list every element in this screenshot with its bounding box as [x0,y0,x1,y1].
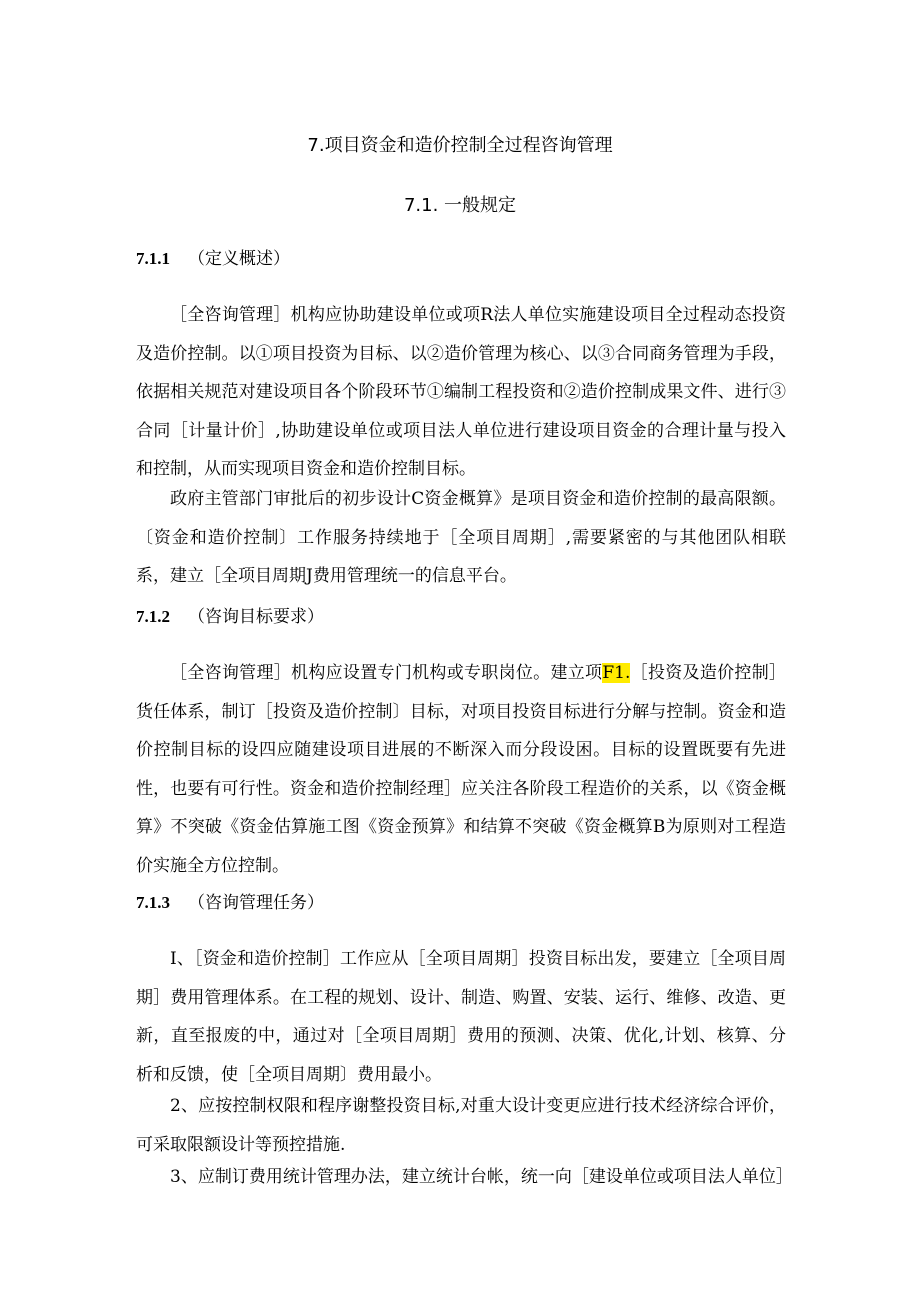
paragraph: 政府主管部门审批后的初步设计C资金概算》是项目资金和造价控制的最高限额。〔资金和造价控制〕工作服务持续地于［全项目周期］,需要紧密的与其他团队相联系，建立［全项目周期J费用管理统一的信息平台。 [136,489,786,586]
subsection-number: 7.1.1 [136,249,170,268]
subsection-number: 7.1.3 [136,893,170,912]
paragraph: 2、应按控制权限和程序谢整投资目标,对重大设计变更应进行技术经济综合评价，可采取限额设计等预控措施. [136,1096,786,1155]
paragraph [136,654,786,885]
subsection-heading [136,244,290,269]
subsection-heading [136,888,324,913]
highlighted-text: F1. [602,663,631,683]
paragraph-text: ［全咨询管理］机构应设置专门机构或专职岗位。建立项 [170,663,603,683]
paragraph: I、［资金和造价控制］工作应从［全项目周期］投资目标出发，要建立［全项目周期］费用管理体系。在工程的规划、设计、制造、购置、安装、运行、维修、改造、更新，直至报废的中，通过对［全项目周期］费用的预测、决策、优化,计划、核算、分析和反馈，使［全项目周期〕费用最小。 [136,949,786,1085]
subsection-label: （咨询目标要求） [188,607,324,627]
subsection-number: 7.1.2 [136,607,170,626]
paragraph: 3、应制订费用统计管理办法，建立统计台帐，统一向［建设单位或项目法人单位］ [170,1167,793,1187]
subsection-label: （咨询管理任务） [188,893,324,913]
subsection-heading [136,602,324,627]
chapter-title: 7.项目资金和造价控制全过程咨询管理 [307,135,613,156]
paragraph-text: ［投资及造价控制］货任体系，制订［投资及造价控制〕目标，对项目投资目标进行分解与控制。资金和造价控制目标的设四应随建设项目进展的不断深入而分段设困。目标的设置既要有先进性，也要有可行性。资金和造价控制经理］应关注各阶段工程造价的关系，以《资金概算》不突破《资金估算施工图《资金预算》和结算不突破《资金概算B为原则对工程造价实施全方位控制。 [136,663,787,876]
section-title: 7.1. 一般规定 [403,195,517,216]
paragraph: ［全咨询管理］机构应协助建设单位或项R法人单位实施建设项目全过程动态投资及造价控制。以①项目投资为目标、以②造价管理为核心、以③合同商务管理为手段，依据相关规范对建设项目各个阶段环节①编制工程投资和②造价控制成果文件、进行③合同［计量计价］,协助建设单位或项目法人单位进行建设项目资金的合理计量与投入和控制，从而实现项目资金和造价控制目标。 [136,305,786,479]
subsection-label: （定义概述） [188,249,290,269]
